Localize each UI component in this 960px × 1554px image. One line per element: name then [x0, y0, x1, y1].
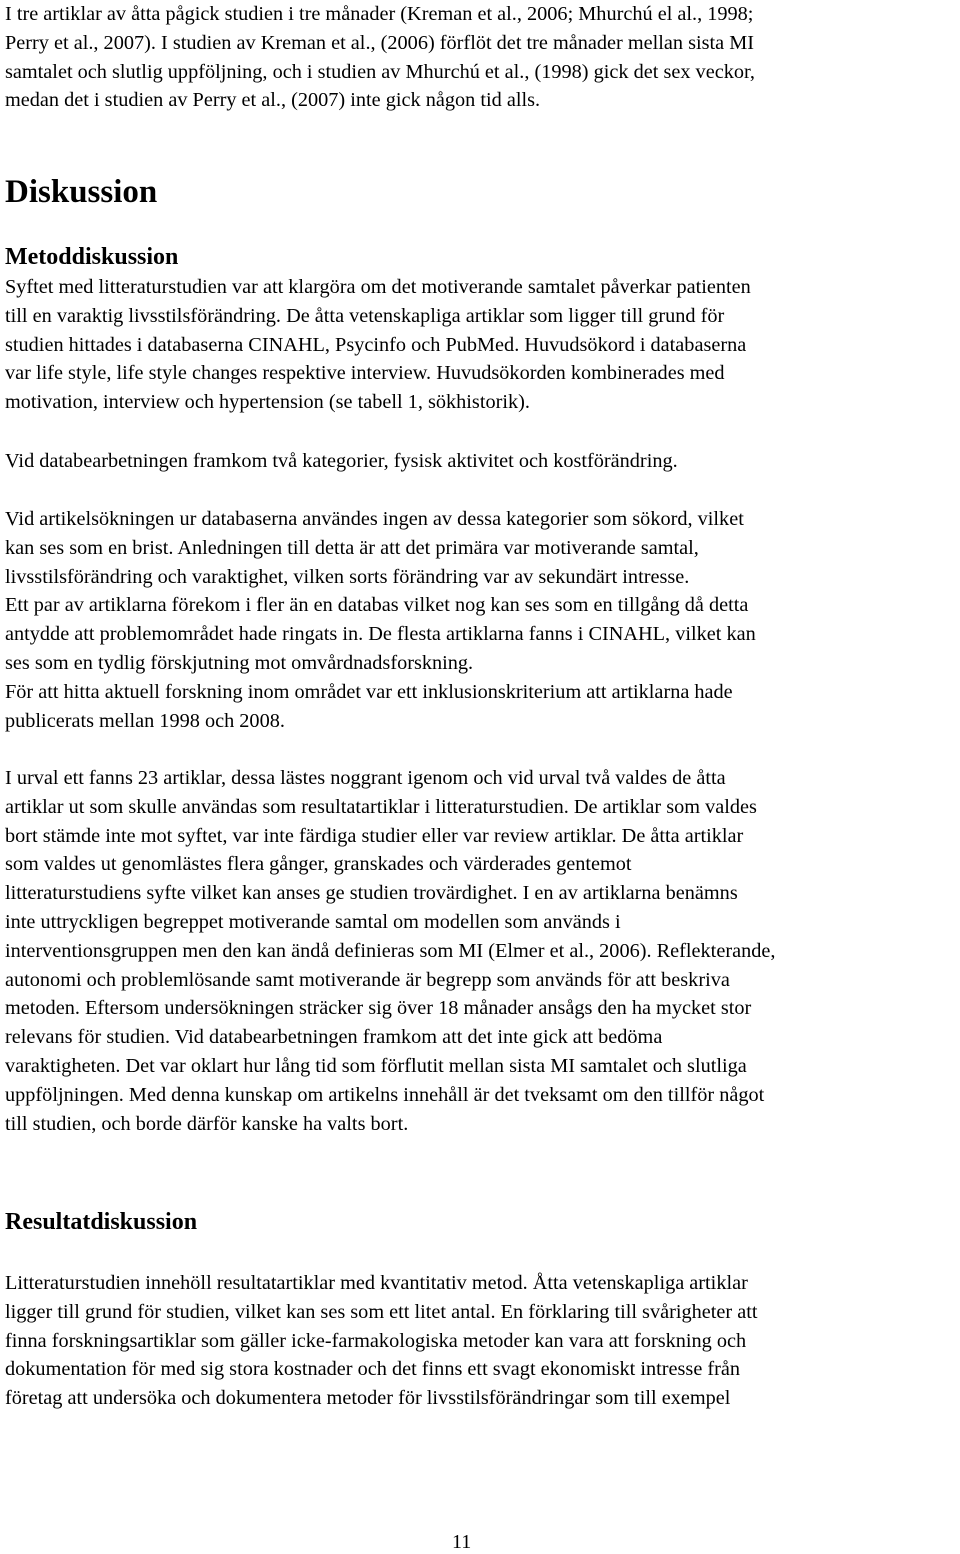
method-paragraph-selection: I urval ett fanns 23 artiklar, dessa lästes noggrant igenom och vid urval två valdes de åtta artiklar ut som skulle användas som resultatartiklar i litteraturstudien. De artiklar som valdes bort stämde inte mot syftet, var inte färdiga studier eller var review artiklar. De åtta artiklar som valdes ut genomlästes flera gånger, granskades och värderades gentemot litteraturstudiens syfte vilket kan anses ge studien trovärdighet. I en av artiklarna benämns inte uttryckligen begreppet motiverande samtal om modellen som används i interventionsgruppen men den kan ändå definieras som MI (Elmer et al., 2006). Reflekterande, autonomi och problemlösande samt motiverande är begrepp som används för att beskriva metoden. Eftersom undersökningen sträcker sig över 18 månader ansågs den ha mycket stor relevans för studien. Vid databearbetningen framkom att det inte gick att bedöma varaktigheten. Det var oklart hur lång tid som förflutit mellan sista MI samtalet och slutliga uppföljningen. Med denna kunskap om artikelns innehåll är det tveksamt om den tillför något till studien, och borde därför kanske ha valts bort.	[5, 767, 776, 1135]
subheading-resultatdiskussion: Resultatdiskussion	[5, 1209, 198, 1235]
intro-paragraph: I tre artiklar av åtta pågick studien i tre månader (Kreman et al., 2006; Mhurchú el al., 1998; Perry et al., 2007). I studien av Kreman et al., (2006) förflöt det tre månader mellan sista MI samtalet och slutlig uppföljning, och i studien av Mhurchú et al., (1998) gick det sex veckor, medan det i studien av Perry et al., (2007) inte gick någon tid alls.	[5, 3, 755, 112]
method-paragraph-search: Vid artikelsökningen ur databaserna användes ingen av dessa kategorier som sökord, vilket kan ses som en brist. Anledningen till detta är att det primära var motiverande samtal, livsstilsförändring och varaktighet, vilken sorts förändring var av sekundärt intresse. Ett par av artiklarna förekom i fler än en databas vilket nog kan ses som en tillgång då detta antydde att problemområdet hade ringats in. De flesta artiklarna fanns i CINAHL, vilket kan ses som en tydlig förskjutning mot omvårdnadsforskning. För att hitta aktuell forskning inom området var ett inklusionskriterium att artiklarna hade publicerats mellan 1998 och 2008.	[5, 508, 756, 732]
results-paragraph: Litteraturstudien innehöll resultatartiklar med kvantitativ metod. Åtta vetenskapliga artiklar ligger till grund för studien, vilket kan ses som ett litet antal. En förklaring till svårigheter att finna forskningsartiklar som gäller icke-farmakologiska metoder kan vara att forskning och dokumentation för med sig stora kostnader och det finns ett svagt ekonomiskt intresse från företag att undersöka och dokumentera metoder för livsstilsförändringar som till exempel	[5, 1272, 758, 1410]
subheading-metoddiskussion: Metoddiskussion	[5, 244, 179, 270]
page-number: 11	[452, 1531, 472, 1553]
section-heading-diskussion: Diskussion	[5, 174, 158, 210]
method-paragraph-categories: Vid databearbetningen framkom två kategorier, fysisk aktivitet och kostförändring.	[5, 450, 678, 472]
method-paragraph-aim: Syftet med litteraturstudien var att klargöra om det motiverande samtalet påverkar patienten till en varaktig livsstilsförändring. De åtta vetenskapliga artiklar som ligger till grund för studien hittades i databaserna CINAHL, Psycinfo och PubMed. Huvudsökord i databaserna var life style, life style changes respektive interview. Huvudsökorden kombinerades med motivation, interview och hypertension (se tabell 1, sökhistorik).	[5, 276, 751, 414]
